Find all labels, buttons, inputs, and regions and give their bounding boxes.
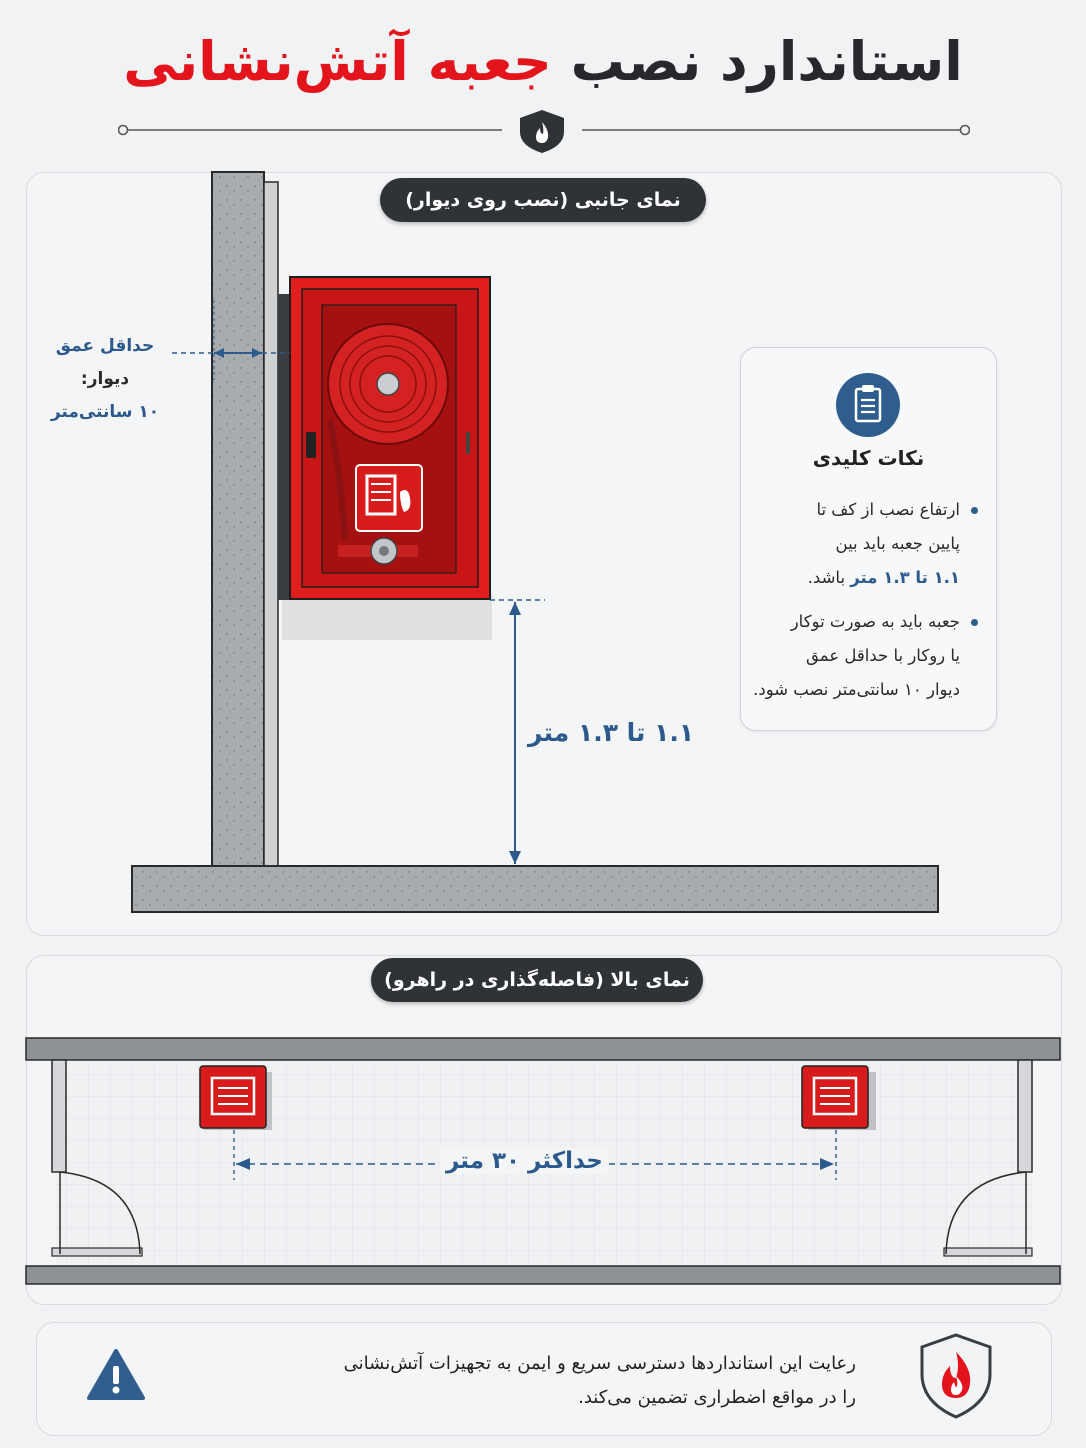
floor-slab (132, 866, 938, 912)
key-points-title: نکات کلیدی (812, 446, 925, 470)
key-points-card (740, 347, 997, 731)
warning-icon (86, 1348, 146, 1402)
wall-depth-label (40, 330, 170, 429)
item1-line2: پایین جعبه باید بین (835, 534, 960, 553)
corridor-bottom-wall (26, 1266, 1060, 1284)
item1-line3 (753, 561, 960, 595)
item1-suffix: باشد. (807, 568, 846, 587)
item2-line1: جعبه باید به صورت توکار (790, 612, 960, 631)
depth-label-line3: ۱۰ سانتی‌متر (50, 402, 160, 422)
footer-line1: رعایت این استانداردها دسترسی سریع و ایمن به تجهیزات آتش‌نشانی (343, 1353, 856, 1374)
bullet-icon (971, 619, 978, 626)
title-red: جعبه آتش‌نشانی (123, 30, 552, 93)
top-view-pill: نمای بالا (فاصله‌گذاری در راهرو) (371, 958, 703, 1002)
depth-label-line1: حداقل عمق (55, 336, 155, 356)
item1-line1: ارتفاع نصب از کف تا (816, 500, 960, 519)
title-dark: استاندارد نصب (570, 30, 963, 93)
wall-plaster (264, 182, 278, 872)
depth-label-line2: دیوار: (80, 369, 130, 389)
clipboard-icon (836, 373, 900, 437)
footer-line2: را در مواقع اضطراری تضمین می‌کند. (578, 1387, 856, 1408)
mounting-height-label: ۱.۱ تا ۱.۳ متر (528, 718, 695, 747)
fire-cabinet-right (802, 1066, 876, 1130)
bullet-icon (971, 507, 978, 514)
wall (212, 172, 264, 872)
max-spacing-label: حداکثر ۳۰ متر (440, 1148, 609, 1174)
fire-shield-icon (918, 1332, 994, 1420)
corridor-top-wall (26, 1038, 1060, 1060)
item2-line2: یا روکار با حداقل عمق (806, 646, 960, 665)
fire-hose-cabinet (278, 277, 490, 600)
item1-highlight: ۱.۱ تا ۱.۳ متر (850, 568, 960, 587)
fire-cabinet-left (200, 1066, 272, 1130)
side-view-pill: نمای جانبی (نصب روی دیوار) (380, 178, 706, 222)
list-item (753, 605, 978, 707)
list-item (753, 493, 978, 595)
item2-line3: دیوار ۱۰ سانتی‌متر نصب شود. (753, 680, 960, 699)
footer-message (236, 1347, 856, 1415)
key-points-list (753, 493, 978, 717)
